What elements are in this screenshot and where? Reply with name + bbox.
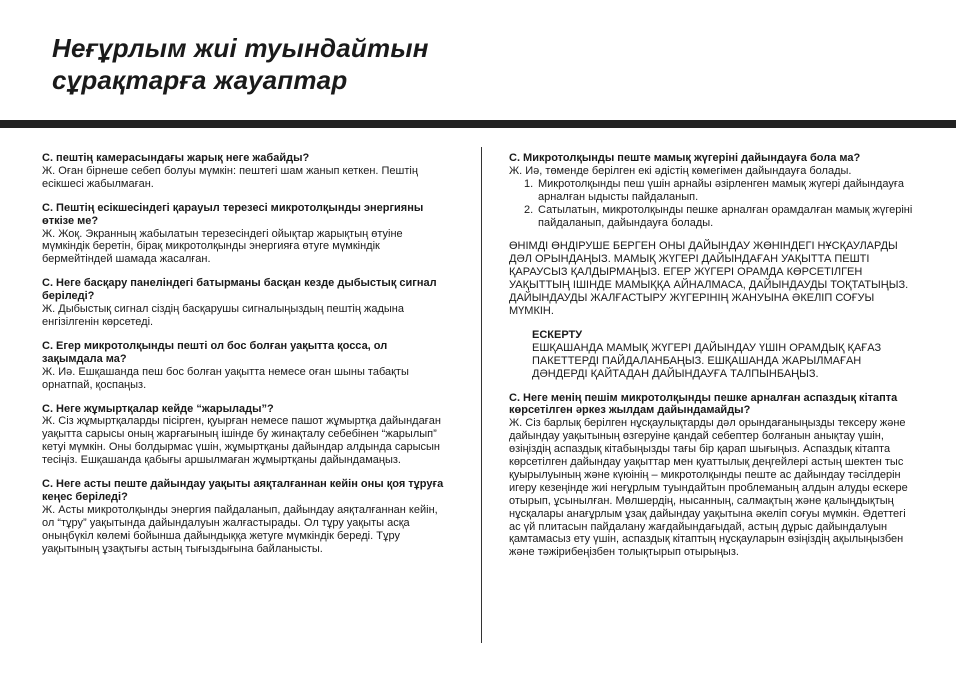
page-title-line-2: сұрақтарға жауаптар xyxy=(52,65,348,95)
faq-item xyxy=(42,340,448,392)
right-column xyxy=(509,152,919,570)
faq-answer: Ж. Дыбыстық сигнал сіздің басқарушы сигналыңыздың пештің жадына енгізілгенін көрсетеді. xyxy=(42,303,405,328)
faq-item xyxy=(42,478,448,555)
faq-question: С. Неге асты пеште дайындау уақыты аяқталғаннан кейін оны қоя тұруға кеңес беріледі? xyxy=(42,478,444,503)
page-title-line-1: Неғұрлым жиі туындайтын xyxy=(52,33,429,63)
faq-answer: Ж. Иә, төменде берілген екі әдістің көмегімен дайындауға болады. xyxy=(509,164,852,177)
faq-item xyxy=(42,277,448,329)
caution-note xyxy=(532,329,919,381)
header-rule xyxy=(0,120,956,128)
popcorn-warning: ӨНІМДІ ӨНДІРУШЕ БЕРГЕН ОНЫ ДАЙЫНДАУ ЖӨНІНДЕГІ НҰСҚАУЛАРДЫ ДӘЛ ОРЫНДАҢЫЗ. МАМЫҚ ЖҮГЕРІ ДАЙЫНДАҒАН УАҚЫТТА ПЕШТІ ҚАРАУСЫЗ ҚАЛДЫРМАҢЫЗ. ЕГЕР ЖҮГЕРІ ОРАМДА КӨРСЕТІЛГЕН УАҚЫТТЫҢ ІШІНДЕ МАМЫҚҚА АЙНАЛМАСА, ДАЙЫНДАУДЫ ТОҚТАТЫҢЫЗ. ДАЙЫНДАУДЫ ЖАЛҒАСТЫРУ ЖҮГЕРІНІҢ ЖАНУЫНА ӘКЕЛІП СОҒУЫ МҮМКІН. xyxy=(509,240,909,317)
faq-item-popcorn xyxy=(509,152,919,229)
faq-question: С. Неге менің пешім микротолқынды пешке арналған аспаздық кітапта көрсетілген әркез жылдам дайындамайды? xyxy=(509,391,898,417)
list-item-text: Сатылатын, микротолқынды пешке арналған орамдалған мамық жүгеріні пайдаланып, дайындауға болады. xyxy=(538,203,913,229)
list-item-number: 1. xyxy=(524,177,534,190)
caution-note-text: ЕШҚАШАНДА МАМЫҚ ЖҮГЕРІ ДАЙЫНДАУ ҮШІН ОРАМДЫҚ ҚАҒАЗ ПАКЕТТЕРДІ ПАЙДАЛАНБАҢЫЗ. ЕШҚАШАНДА ЖАРЫЛМАҒАН ДӘНДЕРДІ ҚАЙТАДАН ДАЙЫНДАУҒА ТАЛПЫНБАҢЫЗ. xyxy=(532,341,882,380)
faq-item-cooking-time xyxy=(509,392,919,560)
faq-item xyxy=(42,152,448,191)
list-item xyxy=(526,178,919,204)
faq-question: С. Микротолқынды пеште мамық жүгеріні дайындауға бола ма? xyxy=(509,152,861,164)
faq-item xyxy=(42,202,448,267)
faq-question: С. Неге жұмыртқалар кейде “жарылады”? xyxy=(42,402,274,415)
faq-answer: Ж. Иә. Ешқашанда пеш бос болған уақытта немесе оған шыны табақты орнатпай, қоспаңыз. xyxy=(42,365,409,391)
page-title xyxy=(52,32,429,96)
faq-question: С. Егер микротолқынды пешті ол бос болған уақытта қосса, ол зақымдала ма? xyxy=(42,339,388,365)
faq-answer: Ж. Жоқ. Экранның жабылатын терезесіндегі ойықтар жарықтың өтуіне мүмкіндік беретін, бірақ микротолқынды энергияға өтуге мүмкіндік бермейтіндей шамада жасалған. xyxy=(42,227,403,266)
faq-answer: Ж. Асты микротолқынды энергия пайдаланып, дайындау аяқталғаннан кейін, ол “тұру” уақытында дайындалуын жалғастырады. Ол тұру уақыты асқа оныңбүкіл көлемі бойынша дайындыққа жетуге мүмкіндік береді. Тұру уақытының ұзақтығы астың тығыздығына байланысты. xyxy=(42,503,438,555)
faq-answer: Ж. Оған бірнеше себеп болуы мүмкін: пештегі шам жанып кеткен. Пештің есікшесі жабылмаған. xyxy=(42,164,418,190)
caution-note-title: ЕСКЕРТУ xyxy=(532,328,583,341)
faq-question: С. Неге басқару панеліндегі батырманы басқан кезде дыбыстық сигнал беріледі? xyxy=(42,277,437,303)
popcorn-methods-list xyxy=(509,178,919,230)
list-item-number: 2. xyxy=(524,203,534,216)
list-item xyxy=(526,204,919,230)
faq-question: С. пештің камерасындағы жарық неге жабайды? xyxy=(42,152,310,164)
list-item-text: Микротолқынды пеш үшін арнайы әзірленген мамық жүгері дайындауға арналған ыдысты пайдаланып. xyxy=(538,177,904,203)
faq-question: С. Пештің есікшесіндегі қарауыл терезесі микротолқынды энергияны өткізе ме? xyxy=(42,201,424,227)
left-column xyxy=(42,152,448,566)
faq-item xyxy=(42,403,448,468)
column-divider xyxy=(481,147,482,643)
faq-answer: Ж. Сіз жұмыртқаларды пісірген, қуырған немесе пашот жұмыртқа дайындаған уақытта сарысы оның жарғағының ішінде бу жинақталу себебінен “жарылып” кетуі мүмкін. Оны болдырмас үшін, жұмыртқаны дайындар алдында сарысын тесіңіз. Ешқашанда қабығы аршылмаған жұмыртқаны дайындамаңыз. xyxy=(42,415,441,467)
faq-answer: Ж. Сіз барлық берілген нұсқаулықтарды дәл орындағаныңызды тексеру және дайындау уақытының өзгеруіне қандай себептер болғанын анықтау үшін, өзіңіздің аспаздық кітабыңызды тағы бір қарап шығыңыз. Аспаздық кітапта көрсетілген дайындау уақыттар мен қуаттылық деңгейлері астың шектен тыс қуырылуының және күюінің – микротолқынды пеште ас дайындау тәсілдерін игеру кезеңінде жиі неғұрлым туындайтын проблеманың алдын алуды ескере отырып, ұсынылған. Мөлшердің, нысанның, салмақтың және қалыңдықтың нұсқалары анағұрлым ұзақ дайындау уақытына әкеліп соғуы мүмкін. Әдеттегі ас үй плитасын пайдалану жағдайындағыдай, астың дұрыс дайындалуын қамтамасыз ету үшін, аспаздық кітаптың нұсқауларын өзіңіздің ақылыңызбен және тәжірибеңізбен толықтырып отырыңыз. xyxy=(509,417,908,559)
